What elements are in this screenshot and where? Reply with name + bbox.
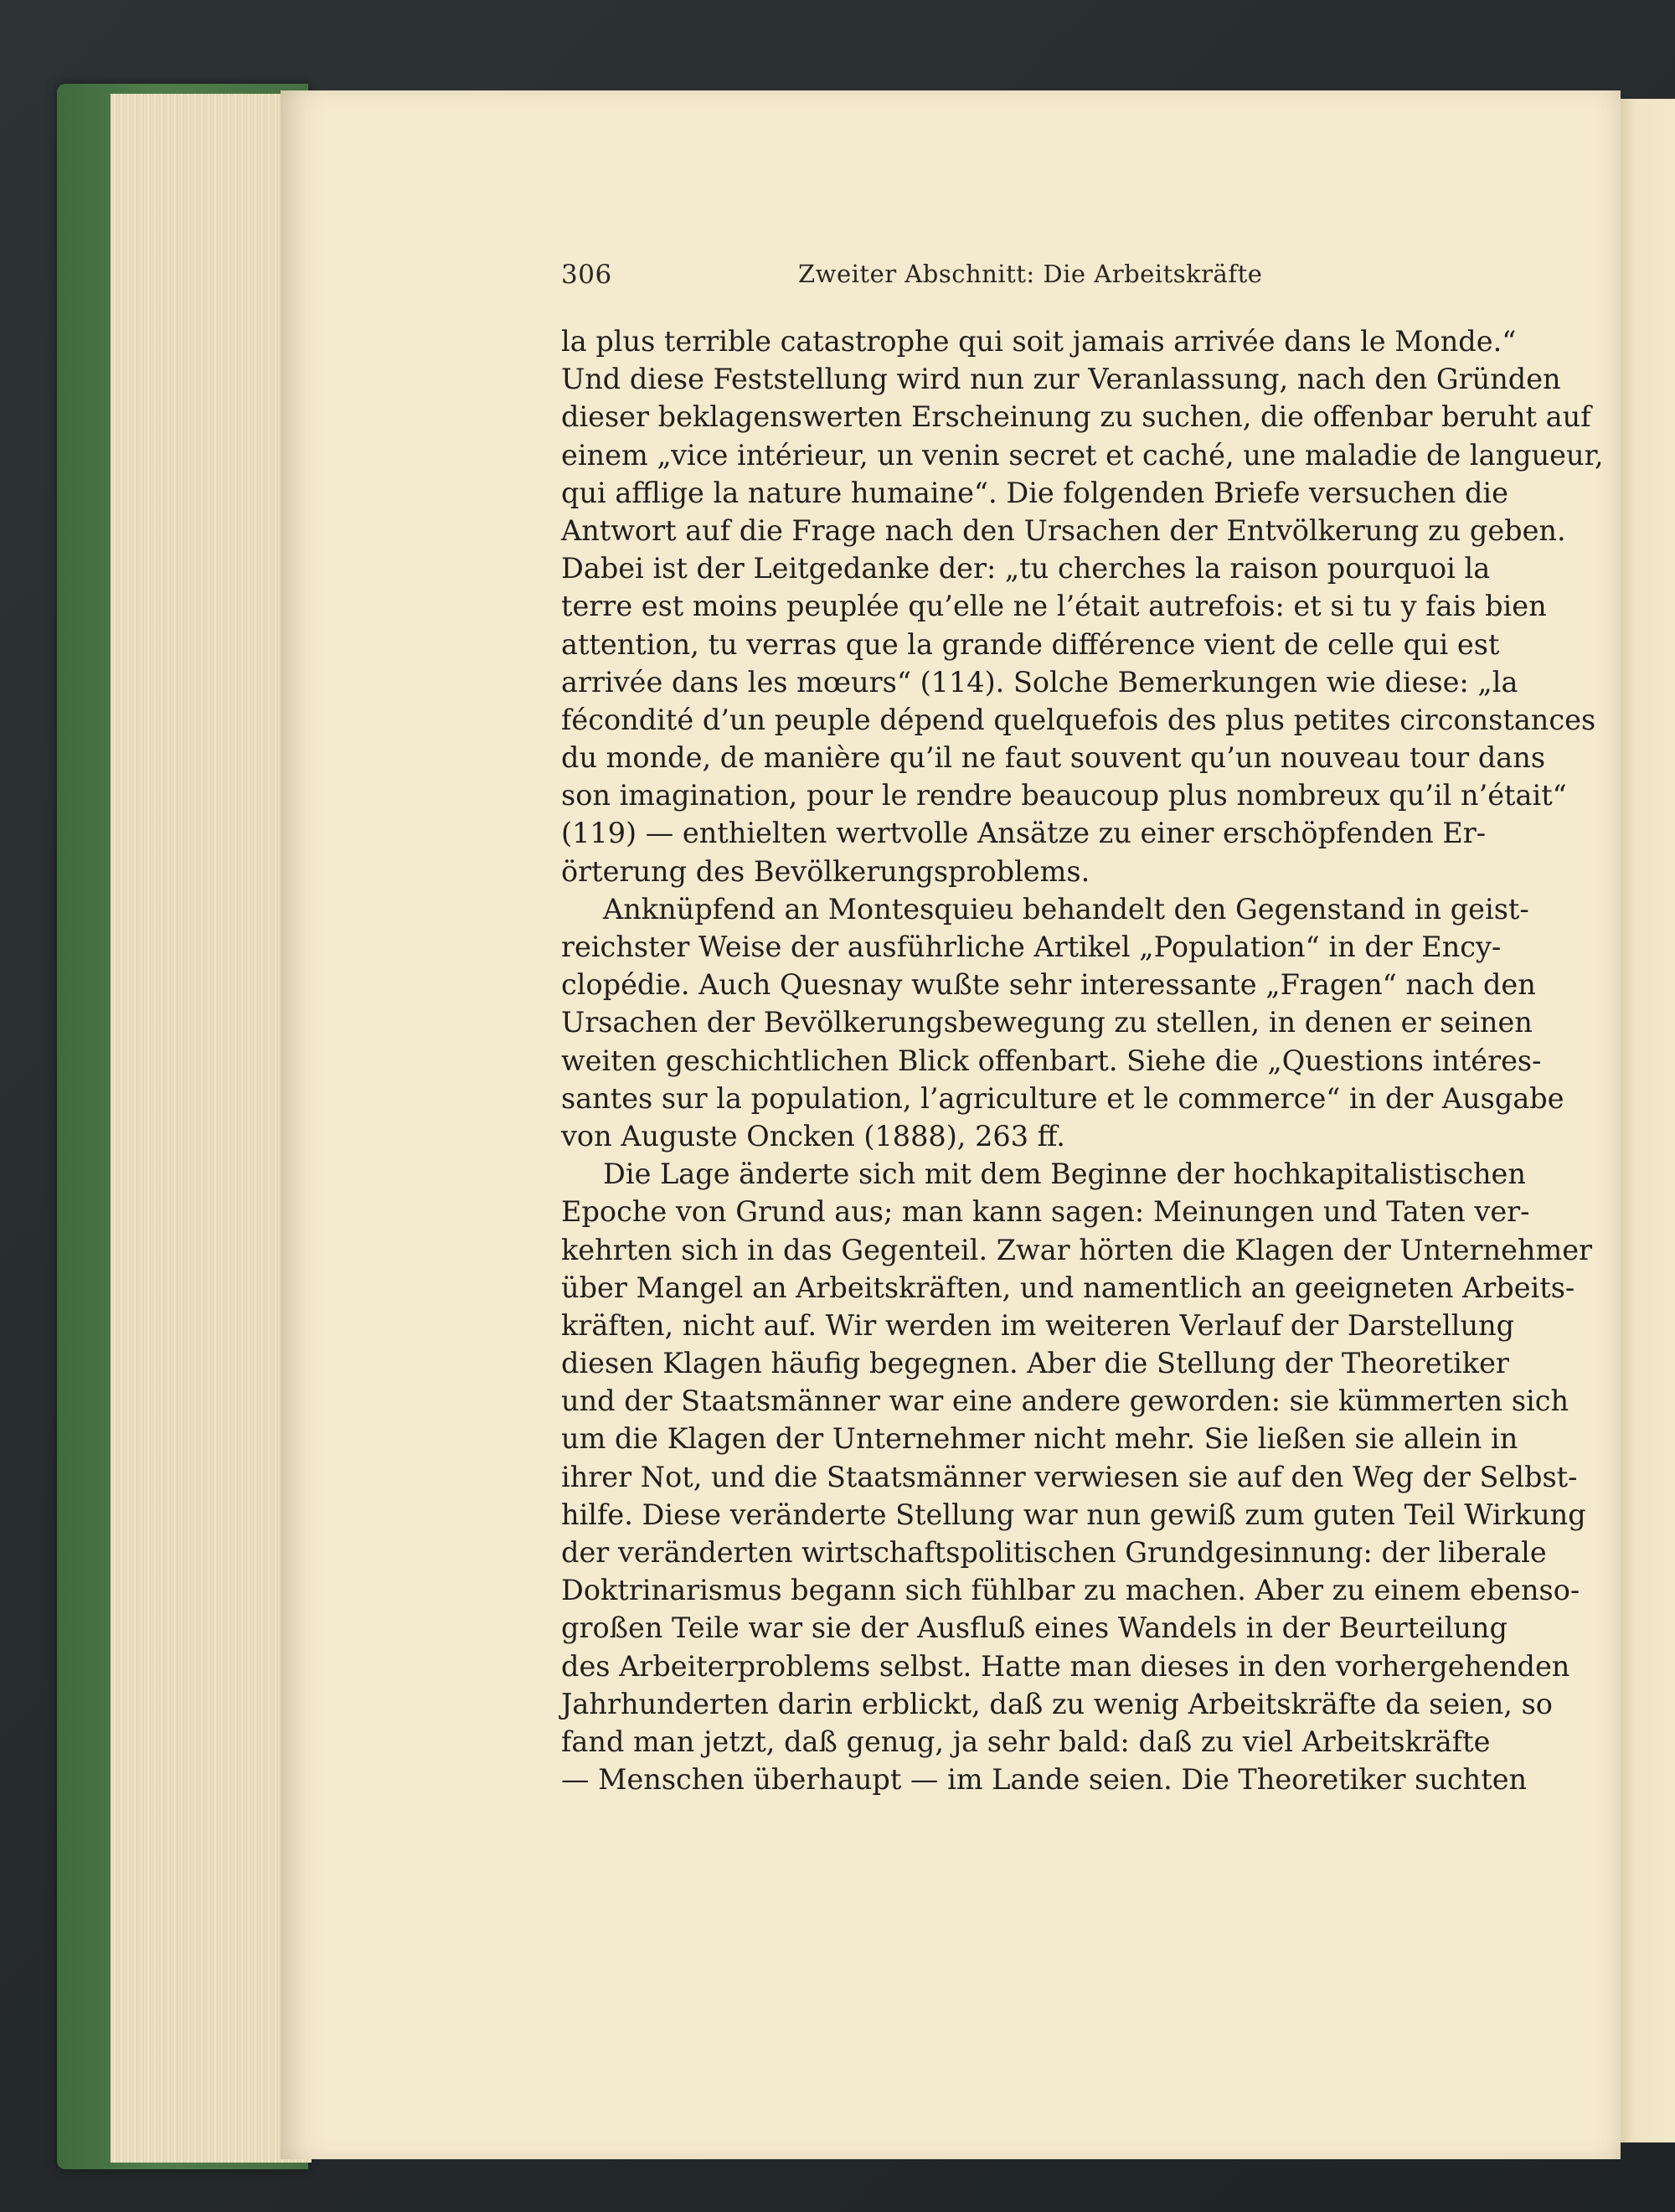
text-line: clopédie. Auch Quesnay wußte sehr interessante „Fragen“ nach den	[561, 968, 1536, 1002]
text-line: des Arbeiterproblems selbst. Hatte man dieses in den vorhergehenden	[561, 1649, 1570, 1683]
text-line: ihrer Not, und die Staatsmänner verwiesen sie auf den Weg der Selbst-	[561, 1460, 1578, 1493]
text-line: Ursachen der Bevölkerungsbewegung zu stellen, in denen er seinen	[561, 1006, 1533, 1039]
text-line: arrivée dans les mœurs“ (114). Solche Bemerkungen wie diese: „la	[561, 665, 1518, 699]
text-line: einem „vice intérieur, un venin secret et caché, une maladie de langueur,	[561, 438, 1604, 472]
body-text	[561, 322, 1604, 1798]
text-line: terre est moins peuplée qu’elle ne l’était autrefois: et si tu y fais bien	[561, 590, 1547, 623]
text-line: Jahrhunderten darin erblickt, daß zu wenig Arbeitskräfte da seien, so	[561, 1687, 1553, 1720]
text-line: fand man jetzt, daß genug, ja sehr bald: daß zu viel Arbeitskräfte	[561, 1725, 1491, 1758]
text-line: santes sur la population, l’agriculture et le commerce“ in der Ausgabe	[561, 1081, 1564, 1115]
text-line: dieser beklagenswerten Erscheinung zu suchen, die offenbar beruht auf	[561, 400, 1591, 434]
text-line: und der Staatsmänner war eine andere geworden: sie kümmerten sich	[561, 1384, 1569, 1418]
text-line: son imagination, pour le rendre beaucoup plus nombreux qu’il n’était“	[561, 779, 1567, 812]
text-line: von Auguste Oncken (1888), 263 ff.	[561, 1119, 1065, 1152]
text-line: Antwort auf die Frage nach den Ursachen der Entvölkerung zu geben.	[561, 513, 1566, 547]
page-header	[561, 260, 1482, 302]
text-line: reichster Weise der ausführliche Artikel „Population“ in der Ency-	[561, 931, 1502, 963]
text-line: Anknüpfend an Montesquieu behandelt den Gegenstand in geist-	[603, 892, 1529, 926]
text-line: großen Teile war sie der Ausfluß eines Wandels in der Beurteilung	[561, 1611, 1508, 1645]
text-line: (119) — enthielten wertvolle Ansätze zu einer erschöpfenden Er-	[561, 817, 1487, 850]
text-line: diesen Klagen häufig begegnen. Aber die Stellung der Theoretiker	[561, 1347, 1509, 1380]
text-line: — Menschen überhaupt — im Lande seien. Die Theoretiker suchten	[561, 1763, 1528, 1797]
page-number: 306	[561, 260, 612, 290]
text-line: örterung des Bevölkerungsproblems.	[561, 854, 1090, 888]
text-line: du monde, de manière qu’il ne faut souvent qu’un nouveau tour dans	[561, 741, 1546, 775]
running-head: Zweiter Abschnitt: Die Arbeitskräfte	[798, 260, 1263, 288]
text-line: über Mangel an Arbeitskräften, und namentlich an geeigneten Arbeits-	[561, 1271, 1575, 1304]
text-line: der veränderten wirtschaftspolitischen Grundgesinnung: der liberale	[561, 1536, 1547, 1569]
text-line: Epoche von Grund aus; man kann sagen: Meinungen und Taten ver-	[561, 1195, 1530, 1229]
facing-page-edge	[1616, 99, 1675, 2142]
text-line: weiten geschichtlichen Blick offenbart. Siehe die „Questions intéres-	[561, 1044, 1542, 1077]
text-line: Und diese Feststellung wird nun zur Veranlassung, nach den Gründen	[561, 363, 1561, 396]
text-line: um die Klagen der Unternehmer nicht mehr. Sie ließen sie allein in	[561, 1422, 1518, 1456]
text-line: Die Lage änderte sich mit dem Beginne der hochkapitalistischen	[603, 1158, 1526, 1191]
text-line: Dabei ist der Leitgedanke der: „tu cherches la raison pourquoi la	[561, 552, 1491, 585]
text-line: kehrten sich in das Gegenteil. Zwar hörten die Klagen der Unternehmer	[561, 1233, 1593, 1266]
text-line: la plus terrible catastrophe qui soit jamais arrivée dans le Monde.“	[561, 325, 1517, 358]
text-line: attention, tu verras que la grande différence vient de celle qui est	[561, 627, 1500, 661]
text-line: fécondité d’un peuple dépend quelquefois des plus petites circonstances	[561, 703, 1596, 736]
text-line: Doktrinarismus begann sich fühlbar zu machen. Aber zu einem ebenso-	[561, 1574, 1580, 1607]
text-line: kräften, nicht auf. Wir werden im weiteren Verlauf der Darstellung	[561, 1308, 1515, 1342]
text-line: qui afflige la nature humaine“. Die folgenden Briefe versuchen die	[561, 476, 1508, 509]
text-line: hilfe. Diese veränderte Stellung war nun gewiß zum guten Teil Wirkung	[561, 1498, 1586, 1531]
